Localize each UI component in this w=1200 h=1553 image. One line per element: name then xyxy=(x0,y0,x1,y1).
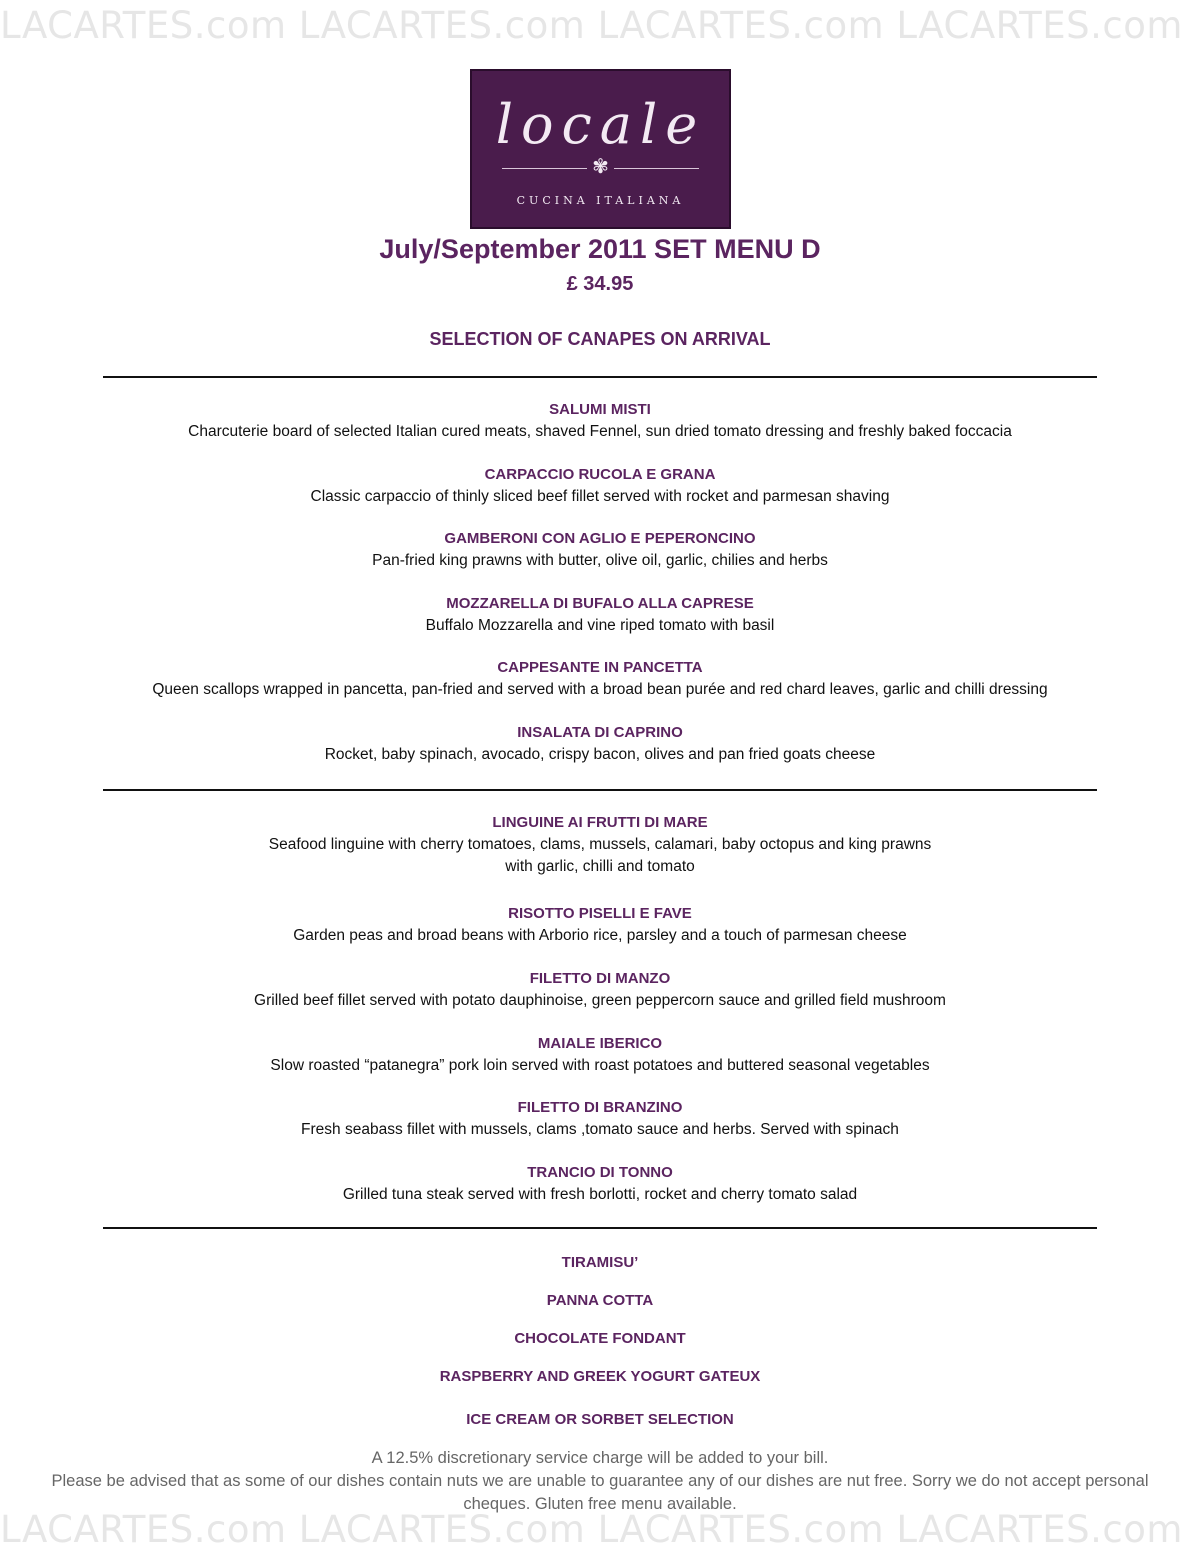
flower-icon: ✾ xyxy=(592,156,609,178)
menu-item xyxy=(0,1409,1200,1447)
starters-section xyxy=(0,399,1200,787)
dessert-name: RASPBERRY AND GREEK YOGURT GATEUX xyxy=(439,1368,761,1385)
divider-top xyxy=(103,376,1097,378)
divider-bottom xyxy=(103,1227,1097,1229)
menu-item xyxy=(0,657,1200,722)
menu-item xyxy=(0,1097,1200,1162)
service-charge-note: A 12.5% discretionary service charge will be added to your bill. xyxy=(371,1449,829,1467)
dish-description: Buffalo Mozzarella and vine riped tomato with basil xyxy=(425,616,775,634)
dish-name: GAMBERONI CON AGLIO E PEPERONCINO xyxy=(444,530,756,548)
dish-description: Pan-fried king prawns with butter, olive oil, garlic, chilies and herbs xyxy=(372,552,828,570)
menu-item xyxy=(0,1290,1200,1328)
dessert-name: PANNA COTTA xyxy=(546,1292,654,1309)
dish-description: Charcuterie board of selected Italian cured meats, shaved Fennel, sun dried tomato dressing and freshly baked foccacia xyxy=(188,423,1012,440)
menu-item xyxy=(0,528,1200,593)
dish-name: FILETTO DI BRANZINO xyxy=(517,1099,683,1117)
watermark-bottom: LACARTES.com LACARTES.com LACARTES.com LACARTES.com xyxy=(0,1508,1183,1551)
menu-item xyxy=(0,722,1200,787)
menu-item xyxy=(0,1252,1200,1290)
menu-item xyxy=(0,1328,1200,1366)
logo-rule-right xyxy=(614,168,699,169)
dish-description: Queen scallops wrapped in pancetta, pan-fried and served with a broad bean purée and red chard leaves, garlic and chilli dressing xyxy=(152,681,1048,699)
dish-description: Seafood linguine with cherry tomatoes, clams, mussels, calamari, baby octopus and king prawns with garlic, chilli and tomato xyxy=(268,836,932,875)
dish-description: Classic carpaccio of thinly sliced beef fillet served with rocket and parmesan shaving xyxy=(310,487,890,505)
logo-subtitle: CUCINA ITALIANA xyxy=(516,194,685,207)
dish-description: Grilled tuna steak served with fresh borlotti, rocket and cherry tomato salad xyxy=(342,1186,858,1204)
dish-description: Fresh seabass fillet with mussels, clams ,tomato sauce and herbs. Served with spinach xyxy=(301,1121,899,1139)
menu-item xyxy=(0,399,1200,464)
dish-name: RISOTTO PISELLI E FAVE xyxy=(508,905,692,922)
restaurant-logo xyxy=(470,69,731,229)
menu-item xyxy=(0,968,1200,1033)
dish-name: FILETTO DI MANZO xyxy=(529,969,671,987)
dish-name: CAPPESANTE IN PANCETTA xyxy=(497,659,703,677)
dish-description: Grilled beef fillet served with potato dauphinoise, green peppercorn sauce and grilled field mushroom xyxy=(254,991,946,1009)
menu-item xyxy=(0,812,1200,903)
divider-middle xyxy=(103,789,1097,791)
watermark-top: LACARTES.com LACARTES.com LACARTES.com LACARTES.com xyxy=(0,4,1183,47)
allergy-notice: Please be advised that as some of our dishes contain nuts we are unable to guarantee any of our dishes are nut free. Sorry we do not accept personal cheques. Gluten free menu available. xyxy=(51,1472,1149,1513)
canapes-heading: SELECTION OF CANAPES ON ARRIVAL xyxy=(429,329,771,349)
menu-price: £ 34.95 xyxy=(566,273,634,295)
menu-item xyxy=(0,464,1200,529)
menu-item xyxy=(0,1366,1200,1404)
desserts-section xyxy=(0,1252,1200,1447)
mains-section xyxy=(0,812,1200,1227)
dish-name: TRANCIO DI TONNO xyxy=(527,1164,673,1182)
dish-name: INSALATA DI CAPRINO xyxy=(517,723,683,741)
logo-name: locale xyxy=(495,93,706,156)
dessert-name: CHOCOLATE FONDANT xyxy=(514,1330,686,1347)
dessert-name: TIRAMISU’ xyxy=(561,1254,639,1271)
menu-item xyxy=(0,903,1200,968)
dish-description: Rocket, baby spinach, avocado, crispy bacon, olives and pan fried goats cheese xyxy=(324,745,876,763)
dish-name: LINGUINE AI FRUTTI DI MARE xyxy=(492,814,708,831)
menu-item xyxy=(0,1033,1200,1098)
menu-item xyxy=(0,593,1200,658)
dish-name: MAIALE IBERICO xyxy=(537,1034,663,1052)
dessert-name: ICE CREAM OR SORBET SELECTION xyxy=(466,1411,734,1428)
dish-description: Garden peas and broad beans with Arborio rice, parsley and a touch of parmesan cheese xyxy=(293,927,907,944)
dish-name: CARPACCIO RUCOLA E GRANA xyxy=(484,465,716,483)
menu-item xyxy=(0,1162,1200,1227)
dish-name: SALUMI MISTI xyxy=(549,401,651,418)
dish-description: Slow roasted “patanegra” pork loin served with roast potatoes and buttered seasonal vegetables xyxy=(270,1056,930,1074)
menu-title: July/September 2011 SET MENU D xyxy=(379,234,821,264)
dish-name: MOZZARELLA DI BUFALO ALLA CAPRESE xyxy=(446,594,754,612)
